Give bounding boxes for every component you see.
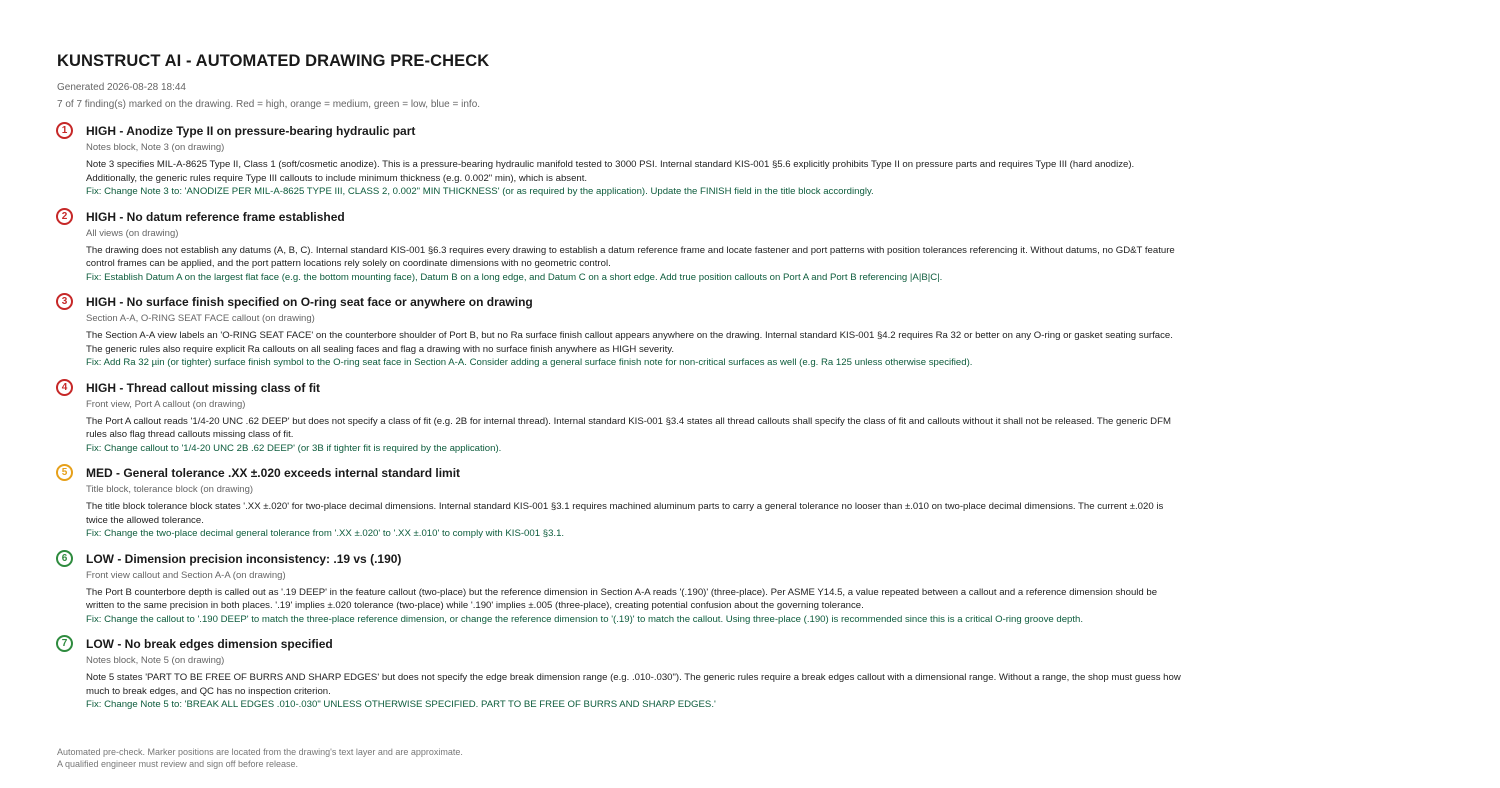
finding-location: Front view, Port A callout (on drawing) — [86, 398, 246, 410]
finding-location: All views (on drawing) — [86, 227, 179, 239]
finding-title: LOW - No break edges dimension specified — [86, 637, 333, 651]
finding-number-badge: 2 — [56, 208, 73, 225]
finding-number-badge: 7 — [56, 635, 73, 652]
finding-item — [57, 552, 1186, 627]
finding-item — [57, 124, 1186, 199]
finding-location: Section A-A, O-RING SEAT FACE callout (on drawing) — [86, 313, 315, 324]
finding-description: Note 3 specifies MIL-A-8625 Type II, Class 1 (soft/cosmetic anodize). This is a pressure-bearing hydraulic manifold tested to 3000 PSI. Internal standard KIS-001 §5.6 explicitly prohibits Type II on pressure parts and requires Type III (hard anodize). Additionally, the generic rules require Type III callouts to include minimum thickness (e.g. 0.002" min), which is absent. — [86, 159, 1135, 184]
finding-title: LOW - Dimension precision inconsistency: .19 vs (.190) — [86, 551, 402, 566]
finding-location: Notes block, Note 3 (on drawing) — [86, 142, 225, 153]
finding-description: The Port A callout reads '1/4-20 UNC .62 DEEP' but does not specify a class of fit (e.g. 2B for internal thread). Internal standard KIS-001 §3.4 states all thread callouts shall specify the class of fit and callouts without it shall not be released. The generic DFM rules also flag thread callouts missing class of fit. — [86, 415, 1171, 440]
finding-title: MED - General tolerance .XX ±.020 exceeds internal standard limit — [86, 466, 461, 480]
finding-number-badge: 3 — [56, 293, 73, 310]
finding-item — [57, 381, 1186, 456]
finding-item — [57, 295, 1186, 370]
finding-item — [57, 210, 1186, 285]
footer-signoff-note: A qualified engineer must review and sign off before release. — [57, 759, 298, 769]
finding-fix: Fix: Change Note 3 to: 'ANODIZE PER MIL-A-8625 TYPE III, CLASS 2, 0.002" MIN THICKNESS' (or as required by the application). Update the FINISH field in the title block accordingly. — [86, 186, 874, 197]
finding-item — [57, 466, 1186, 541]
finding-location: Title block, tolerance block (on drawing) — [86, 484, 254, 495]
finding-location: Front view callout and Section A-A (on drawing) — [86, 569, 286, 581]
finding-title: HIGH - No datum reference frame established — [86, 209, 345, 224]
finding-title: HIGH - Thread callout missing class of fit — [86, 380, 321, 395]
finding-number-badge: 4 — [56, 379, 73, 396]
finding-fix: Fix: Change callout to '1/4-20 UNC 2B .62 DEEP' (or 3B if tighter fit is required by the application). — [86, 442, 502, 454]
finding-fix: Fix: Add Ra 32 µin (or tighter) surface finish symbol to the O-ring seat face in Section A-A. Consider adding a general surface finish note for non-critical surfaces as well (e.g. Ra 125 unless otherwise specified). — [86, 357, 973, 368]
finding-title: HIGH - No surface finish specified on O-ring seat face or anywhere on drawing — [86, 295, 533, 309]
finding-item — [57, 637, 1186, 712]
finding-description: The Section A-A view labels an 'O-RING SEAT FACE' on the counterbore shoulder of Port B, but no Ra surface finish callout appears anywhere on the drawing. Internal standard KIS-001 §4.2 requires Ra 32 or better on any O-ring or gasket seating surface. The generic rules also require explicit Ra callouts on all sealing faces and flag a drawing with no surface finish anywhere as HIGH severity. — [86, 330, 1173, 355]
report-title: KUNSTRUCT AI - AUTOMATED DRAWING PRE-CHECK — [57, 52, 490, 70]
finding-fix: Fix: Change the callout to '.190 DEEP' to match the three-place reference dimension, or change the reference dimension to '(.19)' to match the callout. Using three-place (.190) is recommended since this is a critical O-ring groove depth. — [86, 613, 1084, 625]
report-footer — [57, 746, 463, 770]
finding-number-badge: 5 — [56, 464, 73, 481]
finding-description: The title block tolerance block states '.XX ±.020' for two-place decimal dimensions. Internal standard KIS-001 §3.1 requires machined aluminum parts to carry a general tolerance no looser than ±.010 on two-place decimal dimensions. The current ±.020 is twice the allowed tolerance. — [86, 501, 1164, 526]
finding-location: Notes block, Note 5 (on drawing) — [86, 655, 225, 666]
finding-fix: Fix: Change Note 5 to: 'BREAK ALL EDGES .010-.030" UNLESS OTHERWISE SPECIFIED. PART TO BE FREE OF BURRS AND SHARP EDGES.' — [86, 699, 716, 710]
finding-title: HIGH - Anodize Type II on pressure-bearing hydraulic part — [86, 124, 416, 138]
finding-description: The drawing does not establish any datums (A, B, C). Internal standard KIS-001 §6.3 requires every drawing to establish a datum reference frame and locate fastener and port patterns with position tolerances referencing it. Without datums, no GD&T feature control frames can be applied, and the port pattern locations rely solely on coordinate dimensions with no geometric control. — [86, 244, 1175, 269]
generated-timestamp: Generated 2026-08-28 18:44 — [57, 82, 186, 93]
finding-description: Note 5 states 'PART TO BE FREE OF BURRS AND SHARP EDGES' but does not specify the edge break dimension range (e.g. .010-.030"). The generic rules require a break edges callout with a dimensional range. Without a range, the shop must guess how much to break edges, and QC has no inspection criterion. — [86, 672, 1181, 697]
finding-number-badge: 6 — [56, 550, 73, 567]
footer-disclaimer: Automated pre-check. Marker positions are located from the drawing's text layer and are approximate. — [57, 747, 463, 757]
finding-description: The Port B counterbore depth is called out as '.19 DEEP' in the feature callout (two-place) but the reference dimension in Section A-A reads '(.190)' (three-place). Per ASME Y14.5, a value repeated between a callout and a reference dimension should be written to the same precision in both places. '.19' implies ±.020 tolerance (two-place) while '.190' implies ±.005 (three-place), creating potential confusion about the governing tolerance. — [86, 586, 1158, 611]
findings-list — [57, 124, 1500, 712]
finding-number-badge: 1 — [56, 122, 73, 139]
finding-fix: Fix: Change the two-place decimal general tolerance from '.XX ±.020' to '.XX ±.010' to comply with KIS-001 §3.1. — [86, 528, 565, 539]
finding-fix: Fix: Establish Datum A on the largest flat face (e.g. the bottom mounting face), Datum B on a long edge, and Datum C on a short edge. Add true position callouts on Port A and Port B referencing |A|B|C|. — [86, 271, 943, 283]
findings-summary: 7 of 7 finding(s) marked on the drawing. Red = high, orange = medium, green = low, blue = info. — [57, 99, 481, 110]
